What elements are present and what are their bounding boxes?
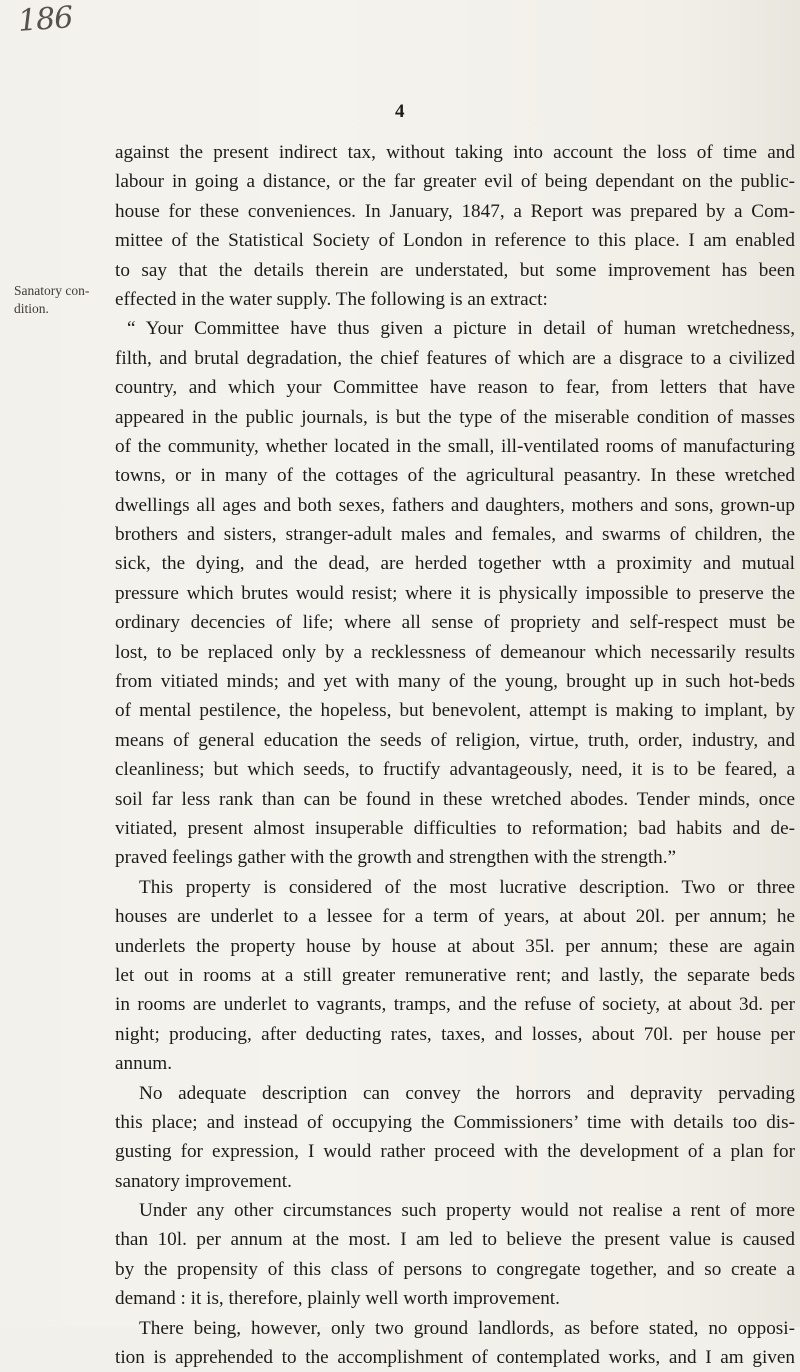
text-line: night; producing, after deducting rates, taxes, and losses, about 70l. per house per xyxy=(115,1023,795,1045)
text-line: brothers and sisters, stranger-adult males and females, and swarms of children, the xyxy=(115,524,795,546)
text-line: No adequate description can convey the horrors and depravity pervading xyxy=(139,1082,795,1104)
text-line: underlets the property house by house at about 35l. per annum; these are again xyxy=(115,935,795,957)
body-text xyxy=(115,138,795,1372)
margin-note: Sanatory con- dition. xyxy=(14,283,90,316)
text-line: praved feelings gather with the growth and strengthen with the strength.” xyxy=(115,847,677,869)
text-line: Under any other circumstances such property would not realise a rent of more xyxy=(139,1200,795,1222)
text-line: towns, or in many of the cottages of the agricultural peasantry. In these wretched xyxy=(115,465,795,487)
text-line: by the propensity of this class of persons to congregate together, and so create a xyxy=(115,1258,795,1280)
text-line: from vitiated minds; and yet with many of the young, brought up in such hot-beds xyxy=(115,671,795,693)
text-line: to say that the details therein are understated, but some improvement has been xyxy=(115,259,795,281)
text-line: dwellings all ages and both sexes, fathers and daughters, mothers and sons, grown-up xyxy=(115,494,795,516)
text-line: means of general education the seeds of religion, virtue, truth, order, industry, and xyxy=(115,729,795,751)
text-line: pressure which brutes would resist; where it is physically impossible to preserve the xyxy=(115,582,795,604)
text-line: house for these conveniences. In January, 1847, a Report was prepared by a Com- xyxy=(115,200,795,222)
text-line: country, and which your Committee have reason to fear, from letters that have xyxy=(115,377,795,399)
text-line: tion is apprehended to the accomplishment of contemplated works, and I am given xyxy=(115,1347,795,1369)
text-line: This property is considered of the most lucrative description. Two or three xyxy=(139,876,795,898)
text-line: “ Your Committee have thus given a picture in detail of human wretchedness, xyxy=(127,318,795,340)
handwritten-folio-mark: 186 xyxy=(16,0,74,39)
text-line: annum. xyxy=(115,1053,173,1075)
text-line: appeared in the public journals, is but the type of the miserable condition of masses xyxy=(115,406,795,428)
text-line: this place; and instead of occupying the Commissioners’ time with details too dis- xyxy=(115,1111,795,1133)
text-line: against the present indirect tax, without taking into account the loss of time and xyxy=(115,142,795,163)
text-line: than 10l. per annum at the most. I am led to believe the present value is caused xyxy=(115,1229,795,1251)
text-line: of the community, whether located in the small, ill-ventilated rooms of manufacturing xyxy=(115,435,795,457)
text-line: in rooms are underlet to vagrants, tramps, and the refuse of society, at about 3d. per xyxy=(115,994,795,1016)
text-line: gusting for expression, I would rather proceed with the development of a plan for xyxy=(115,1141,795,1163)
text-line: soil far less rank than can be found in these wretched abodes. Tender minds, once xyxy=(115,788,795,810)
text-line: let out in rooms at a still greater remunerative rent; and lastly, the separate beds xyxy=(115,964,795,986)
text-line: cleanliness; but which seeds, to fructify advantageously, need, it is to be feared, a xyxy=(115,759,795,781)
text-line: lost, to be replaced only by a recklessness of demeanour which necessarily results xyxy=(115,641,795,663)
text-line: houses are underlet to a lessee for a term of years, at about 20l. per annum; he xyxy=(115,906,795,928)
text-line: sick, the dying, and the dead, are herded together wtth a proximity and mutual xyxy=(115,553,795,575)
text-line: labour in going a distance, or the far greater evil of being dependant on the public- xyxy=(115,171,795,193)
text-line: mittee of the Statistical Society of London in reference to this place. I am enabled xyxy=(115,230,795,252)
page-number: 4 xyxy=(395,101,405,122)
text-line: of mental pestilence, the hopeless, but benevolent, attempt is making to implant, by xyxy=(115,700,795,722)
text-line: ordinary decencies of life; where all sense of propriety and self-respect must be xyxy=(115,612,795,634)
text-line: sanatory improvement. xyxy=(115,1170,292,1192)
text-line: There being, however, only two ground landlords, as before stated, no opposi- xyxy=(139,1317,795,1339)
text-line: effected in the water supply. The following is an extract: xyxy=(115,288,548,310)
text-line: demand : it is, therefore, plainly well worth improvement. xyxy=(115,1288,560,1310)
text-line: vitiated, present almost insuperable difficulties to reformation; bad habits and de- xyxy=(115,817,795,839)
text-line: filth, and brutal degradation, the chief features of which are a disgrace to a civilized xyxy=(115,347,795,369)
